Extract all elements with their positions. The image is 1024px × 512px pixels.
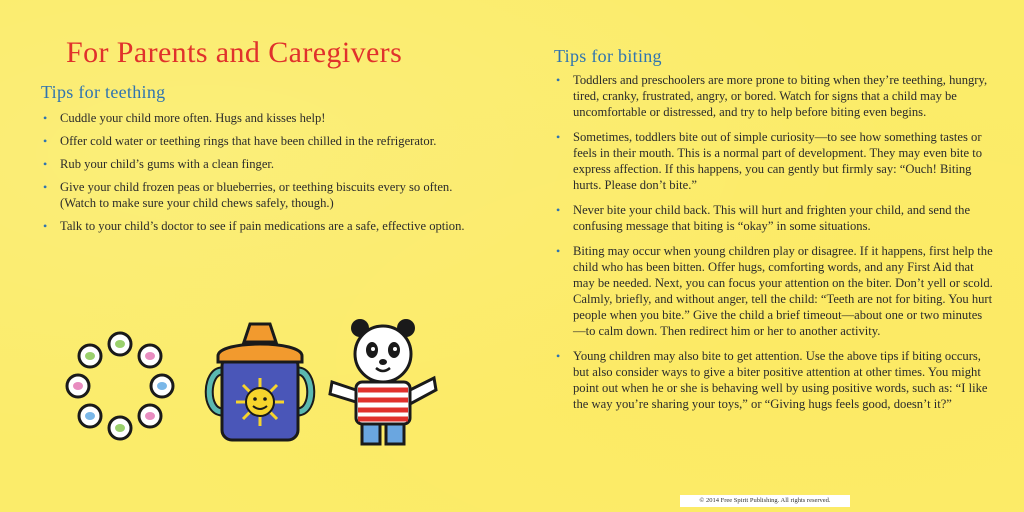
list-item [554, 129, 994, 193]
bullet-icon: • [43, 219, 48, 233]
list-item [41, 133, 481, 149]
copyright-notice: © 2014 Free Spirit Publishing. All rights reserved. [680, 495, 850, 507]
panda-toy-icon [328, 316, 438, 451]
bullet-icon: • [556, 130, 561, 144]
bullet-icon: • [43, 157, 48, 171]
list-item [41, 110, 481, 126]
page-title: For Parents and Caregivers [66, 36, 403, 69]
biting-heading: Tips for biting [554, 46, 662, 66]
bullet-icon: • [556, 349, 561, 363]
bullet-icon: • [556, 244, 561, 258]
illustrations [60, 316, 440, 456]
sippy-cup-icon [200, 316, 320, 446]
biting-tips-list [554, 72, 994, 421]
bullet-icon: • [556, 73, 561, 87]
list-item [41, 179, 481, 211]
list-item [554, 243, 994, 339]
bullet-icon: • [556, 203, 561, 217]
list-item [41, 218, 481, 234]
tip-text: Biting may occur when young children play or disagree. If it happens, first help the child who has been bitten. Offer hugs, comforting words, and any First Aid that may be needed. Next, you can focus your attention on the biter. Don’t yell or scold. Calmly, briefly, and without anger, tell the child: “Teeth are not for biting. You hurt people when you bite.” Give the child a brief timeout—about one or two minutes—to calm down. Then redirect him or her to another activity. [573, 244, 993, 338]
tip-text: Young children may also bite to get attention. Use the above tips if biting occurs, but also consider ways to give a biter positive attention at other times. You might point out when he or she is behaving well by using positive words, such as: “I like the way you’re sharing your toys,” or “Giving hugs feels good, doesn’t it?” [573, 349, 988, 411]
list-item [554, 202, 994, 234]
tip-text: Offer cold water or teething rings that have been chilled in the refrigerator. [60, 134, 437, 148]
tip-text: Sometimes, toddlers bite out of simple curiosity—to see how something tastes or feels in their mouth. This is a normal part of development. They may even bite to express affection. If this happens, you can gently but firmly say: “Ouch! Biting hurts. Please don’t bite.” [573, 130, 983, 192]
tip-text: Talk to your child’s doctor to see if pain medications are a safe, effective option. [60, 219, 465, 233]
list-item [41, 156, 481, 172]
teething-ring-icon [60, 326, 180, 446]
tip-text: Never bite your child back. This will hurt and frighten your child, and send the confusing message that biting is “okay” in some situations. [573, 203, 971, 233]
tip-text: Toddlers and preschoolers are more prone to biting when they’re teething, hungry, tired, cranky, frustrated, angry, or bored. Watch for signs that a child may be uncomfortable or distressed, and try to help before biting even begins. [573, 73, 988, 119]
list-item [554, 348, 994, 412]
tip-text: Rub your child’s gums with a clean finger. [60, 157, 275, 171]
teething-heading: Tips for teething [41, 82, 166, 102]
bullet-icon: • [43, 111, 48, 125]
tip-text: Give your child frozen peas or blueberries, or teething biscuits every so often. (Watch to make sure your child chews safely, though.) [60, 180, 453, 210]
bullet-icon: • [43, 134, 48, 148]
list-item [554, 72, 994, 120]
tip-text: Cuddle your child more often. Hugs and kisses help! [60, 111, 326, 125]
bullet-icon: • [43, 180, 48, 194]
teething-tips-list [41, 110, 481, 241]
